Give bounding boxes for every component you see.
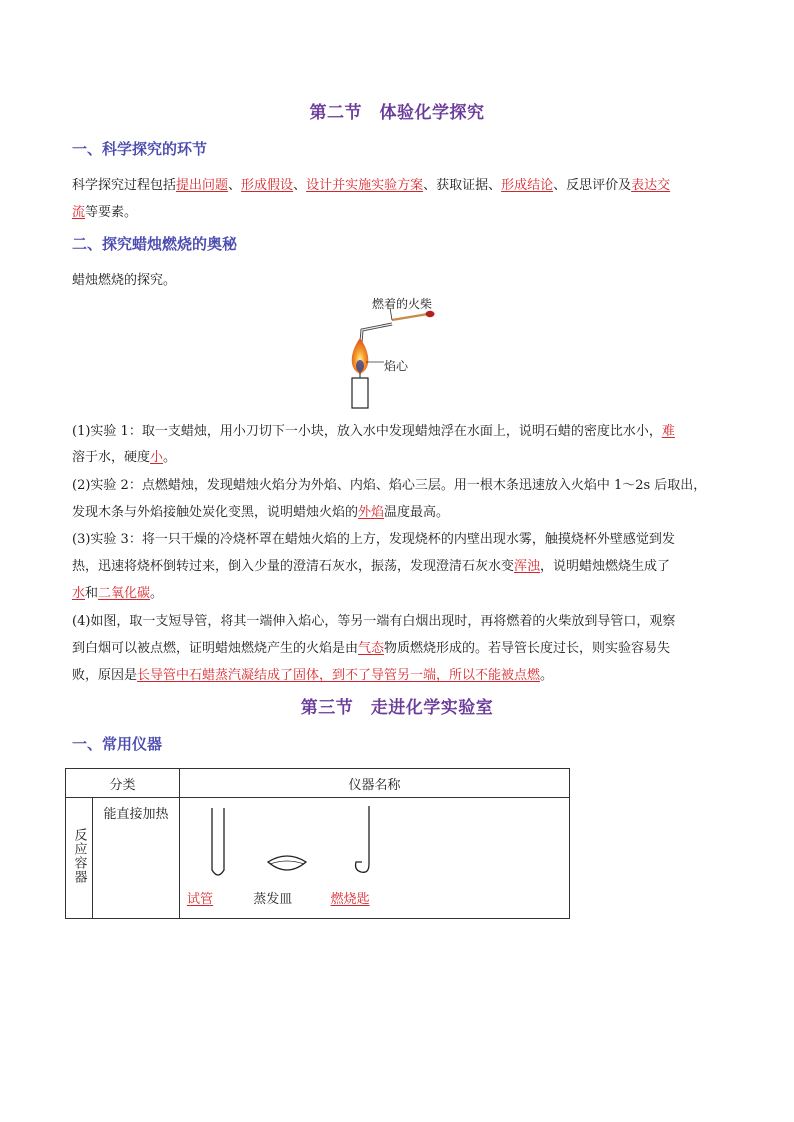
- heading-common-instruments: 一、常用仪器: [72, 735, 163, 753]
- answer-blank: 形成结论: [501, 178, 554, 193]
- exp1-line2: 溶于水，硬度小。: [72, 450, 177, 465]
- answer-blank: 二氧化碳: [98, 586, 151, 601]
- answer-blank: 水: [72, 586, 86, 601]
- instrument-table: [65, 768, 570, 919]
- answer-blank: 流: [72, 205, 86, 220]
- answer-blank: 设计并实施实验方案: [306, 178, 424, 193]
- answer-blank: 难: [661, 424, 675, 439]
- label-burning-match: 燃着的火柴: [372, 297, 433, 311]
- instrument-labels: [187, 888, 370, 907]
- heading-candle: 二、探究蜡烛燃烧的奥秘: [72, 235, 238, 253]
- exp4-line2: 到白烟可以被点燃，证明蜡烛燃烧产生的火焰是由气态物质燃烧形成的。若导管长度过长，则实验容易失: [72, 641, 671, 656]
- exp3-line2: 热，迅速将烧杯倒转过来，倒入少量的澄清石灰水，振荡，发现澄清石灰水变浑浊，说明蜡烛燃烧生成了: [72, 559, 671, 574]
- answer-blank: 形成假设: [241, 178, 294, 193]
- instrument-list: [180, 798, 570, 919]
- section-title-3: 第三节 走进化学实验室: [300, 698, 494, 718]
- exp1-line1: (1)实验 1：取一支蜡烛，用小刀切下一小块，放入水中发现蜡烛浮在水面上，说明石蜡的密度比水小，难: [72, 424, 675, 439]
- header-category: 分类: [66, 769, 180, 798]
- section-title-2: 第二节 体验化学探究: [309, 103, 485, 123]
- exp3-line1: (3)实验 3：将一只干燥的冷烧杯罩在蜡烛火焰的上方，发现烧杯的内壁出现水雾，触摸烧杯外壁感觉到发: [72, 532, 675, 547]
- candle-experiment-figure: [330, 300, 440, 410]
- answer-blank: 表达交: [631, 178, 671, 193]
- header-instrument-names: 仪器名称: [180, 769, 570, 798]
- exp4-line1: (4)如图，取一支短导管，将其一端伸入焰心，等另一端有白烟出现时，再将燃着的火柴放到导管口，观察: [72, 614, 676, 629]
- answer-blank: 长导管中石蜡蒸汽凝结成了固体，到不了导管另一端，所以不能被点燃: [137, 668, 541, 683]
- candle-intro: 蜡烛燃烧的探究。: [72, 273, 177, 288]
- table-header-row: [66, 769, 570, 798]
- answer-blank: 气态: [358, 641, 385, 656]
- paragraph-inquiry-steps: 科学探究过程包括提出问题、形成假设、设计并实施实验方案、获取证据、形成结论、反思评价及表达交: [72, 178, 671, 193]
- instrument-name-evaporating-dish: 蒸发皿: [253, 892, 293, 907]
- candle-body: [352, 378, 368, 408]
- answer-blank: 外焰: [358, 505, 385, 520]
- group-reaction-vessel: 反应容器: [66, 798, 93, 919]
- paragraph-inquiry-steps-cont: 流等要素。: [72, 205, 138, 220]
- label-flame-core: 焰心: [384, 359, 409, 373]
- exp2-line2: 发现木条与外焰接触处炭化变黑，说明蜡烛火焰的外焰温度最高。: [72, 505, 450, 520]
- instrument-drawings: [184, 806, 384, 896]
- answer-blank: 小: [150, 450, 164, 465]
- combustion-spoon-icon: [356, 806, 369, 872]
- exp2-line1: (2)实验 2：点燃蜡烛，发现蜡烛火焰分为外焰、内焰、焰心三层。用一根木条迅速放入火焰中 1～2s 后取出，: [72, 478, 707, 493]
- instrument-name-test-tube: 试管: [187, 892, 214, 907]
- test-tube-icon: [212, 808, 224, 875]
- heading-scientific-inquiry: 一、科学探究的环节: [72, 140, 208, 158]
- instrument-name-combustion-spoon: 燃烧匙: [330, 892, 370, 907]
- exp4-line3: 败，原因是长导管中石蜡蒸汽凝结成了固体，到不了导管另一端，所以不能被点燃。: [72, 668, 554, 683]
- answer-blank: 浑浊: [514, 559, 541, 574]
- subgroup-direct-heat: 能直接加热: [93, 798, 180, 919]
- table-row: [66, 798, 570, 919]
- exp3-line3: 水和二氧化碳。: [72, 586, 164, 601]
- answer-blank: 提出问题: [176, 178, 229, 193]
